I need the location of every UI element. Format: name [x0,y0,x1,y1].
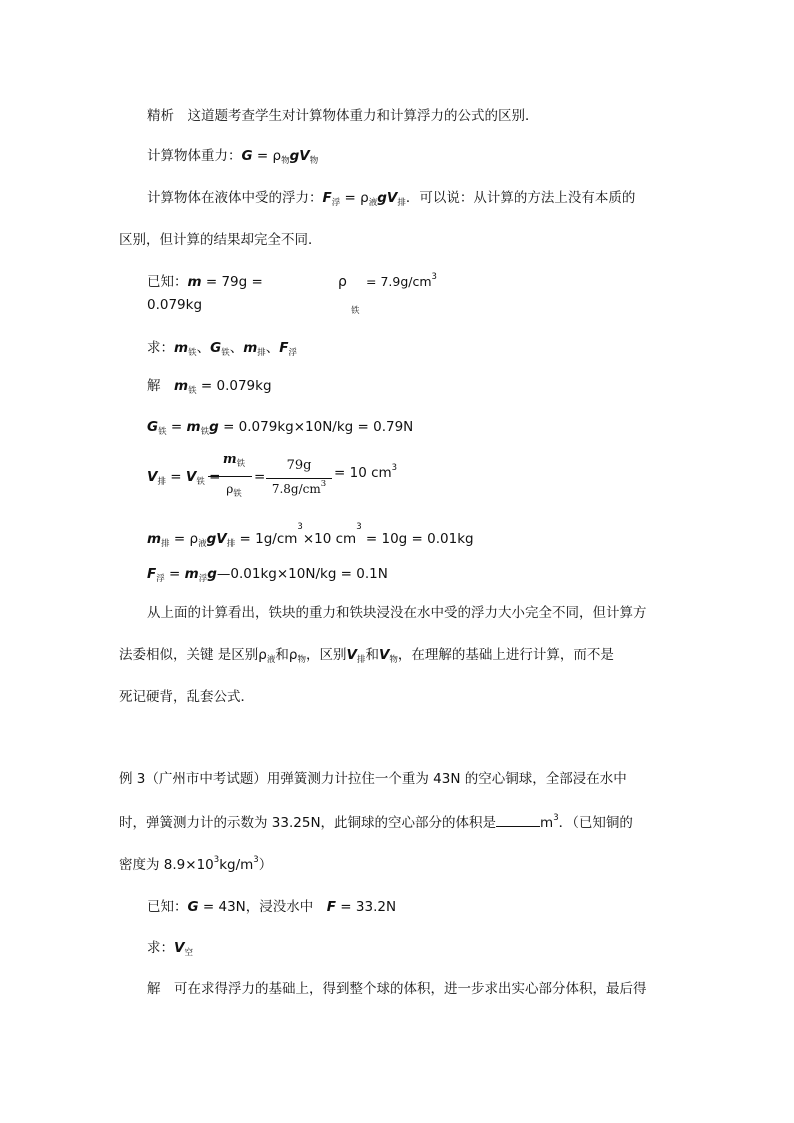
example-3-find: 求：$V_空$ [147,940,193,958]
paragraph-continuation: 区别，但计算的结果却完全不同． [119,232,322,248]
solution-buoyancy: $F_浮$ = $m_浮g—0.01kg\times 10N/kg = 0.1N$ [147,566,388,584]
example-3-line-2: 时，弹簧测力计的示数为 33.25N，此铜球的空心部分的体积是 $m^3$．（已知铜的 [119,813,633,831]
fraction-1-bar [208,476,252,477]
analysis-line: 精析 这道题考查学生对计算物体重力和计算浮力的公式的区别． [147,108,539,124]
example-3-solution: 解 可在求得浮力的基础上，得到整个球的体积，进一步求出实心部分体积，最后得 [147,981,647,997]
find-line: 求：$m_铁$、$G_铁$、$m_排$、$F_浮$ [147,340,298,358]
solution-displaced-mass: $m_排 = \rho_液gV_排 = 1g/cm^3\times 10$ $cm^3 = 10g = 0.01kg$ [147,522,474,549]
fraction-1-numerator: $m_铁$ [222,452,246,469]
gravity-formula-line: 计算物体重力：$G = \rho_物gV_物$ [147,148,319,166]
given-mass: 已知：m = 79g = [147,274,263,290]
given-mass-kg: 0.079kg [147,297,203,313]
fraction-2-denominator: $7.8g/cm^3$ [271,479,327,496]
solution-gravity: $G_铁 = m_铁g = 0.079kg\times 10N/kg = 0.79N$ [147,419,414,437]
example-3-line-1: 例 3（广州市中考试题）用弹簧测力计拉住一个重为 43N 的空心铜球，全部浸在水中 [119,771,627,787]
equals-sign: = [254,469,266,485]
given-density-rho: ρ [338,274,347,290]
given-density-value: = $7.9g/cm^3$ [366,272,437,289]
conclusion-line-2: 法委相似，关键 是区别$\rho_液$和$\rho_物$，区别$V_排$和$V_物$，在理解的基础上进行计算，而不是 [119,647,614,665]
example-3-given: 已知：G = 43N，浸没水中 F = 33.2N [147,899,397,915]
conclusion-line-3: 死记硬背，乱套公式． [119,689,254,705]
solution-volume-left: $V_排 = V_铁$ = [147,469,221,487]
answer-blank[interactable] [496,814,540,827]
fraction-2-numerator: 79g [286,458,312,473]
volume-result: = 10 $cm^3$ [334,463,398,481]
given-density-subscript: 铁 [351,306,360,316]
solution-mass: 解 $m_铁 = 0.079kg$ [147,378,272,396]
example-3-line-3: 密度为 $8.9\times 10^3kg/m^3$） [119,855,273,873]
buoyancy-formula-line: 计算物体在液体中受的浮力：$F_浮 = \rho_液gV_排$．可以说：从计算的方法上没有本质的 [147,190,636,208]
conclusion-line-1: 从上面的计算看出，铁块的重力和铁块浸没在水中受的浮力大小完全不同，但计算方 [147,605,647,621]
fraction-1-denominator: $\rho_铁$ [226,482,242,499]
